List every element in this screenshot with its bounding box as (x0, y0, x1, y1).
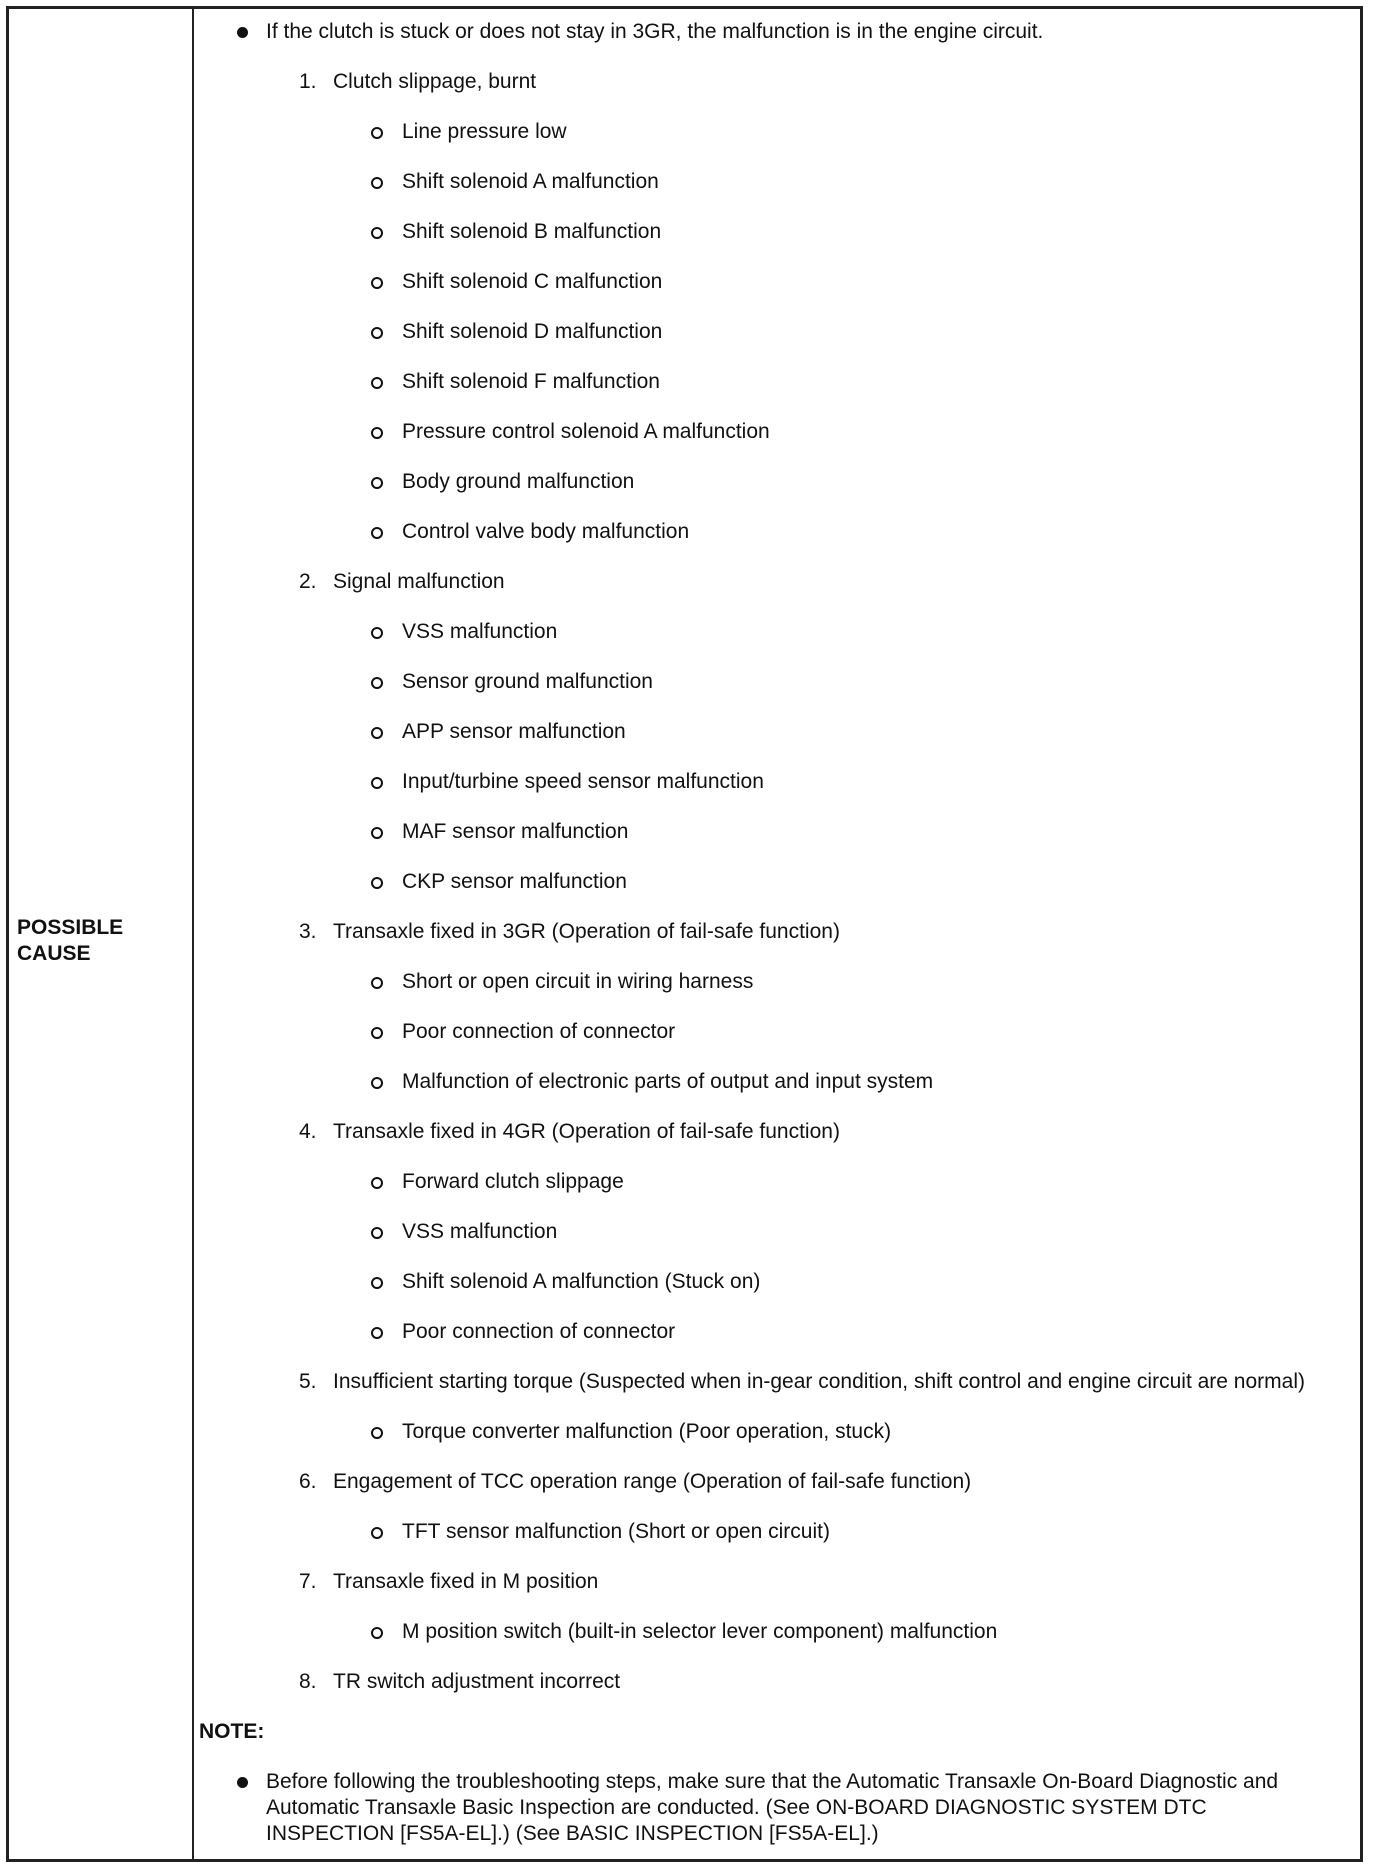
cause-sub-item-text: Input/turbine speed sensor malfunction (402, 770, 764, 793)
cause-sub-item (199, 119, 1340, 145)
cause-item (199, 1569, 1340, 1595)
cause-sub-item (199, 219, 1340, 245)
cause-sub-item-text: Shift solenoid C malfunction (402, 270, 663, 293)
cause-sub-item-text: Shift solenoid A malfunction (402, 170, 659, 193)
cause-sub-item-text: M position switch (built-in selector lever component) malfunction (402, 1620, 998, 1643)
bullet-dot-icon (237, 1777, 248, 1788)
circle-bullet-icon (371, 1527, 383, 1539)
row-label (17, 915, 123, 967)
cause-sub-item (199, 819, 1340, 845)
row-label-line-2: CAUSE (17, 942, 91, 965)
cause-sub-item-text: Line pressure low (402, 120, 567, 143)
circle-bullet-icon (371, 1277, 383, 1289)
cause-sub-item-text: Sensor ground malfunction (402, 670, 653, 693)
cause-item-number: 2. (299, 570, 317, 593)
circle-bullet-icon (371, 777, 383, 789)
cause-item-number: 8. (299, 1670, 317, 1693)
cause-item (199, 569, 1340, 595)
cause-sub-item (199, 1419, 1340, 1445)
cause-sub-item (199, 669, 1340, 695)
circle-bullet-icon (371, 727, 383, 739)
cause-sub-item-text: VSS malfunction (402, 1220, 558, 1243)
note-text: Before following the troubleshooting steps, make sure that the Automatic Transaxle On-Board Diagnostic and Automatic Transaxle Basic Inspection are conducted. (See ON-BOARD DIAGNOSTIC SYSTEM DTC INSPECTION [FS5A-EL].) (See BASIC INSPECTION [FS5A-EL].) (266, 1770, 1279, 1845)
bullet-dot-icon (237, 27, 248, 38)
cause-item-text: Transaxle fixed in 3GR (Operation of fail-safe function) (333, 920, 840, 943)
circle-bullet-icon (371, 827, 383, 839)
cause-sub-item (199, 369, 1340, 395)
cause-list (199, 69, 1340, 1695)
circle-bullet-icon (371, 277, 383, 289)
cause-sub-item-text: Shift solenoid F malfunction (402, 370, 660, 393)
circle-bullet-icon (371, 227, 383, 239)
cause-item (199, 1669, 1340, 1695)
circle-bullet-icon (371, 377, 383, 389)
cause-item-number: 4. (299, 1120, 317, 1143)
cause-sub-item (199, 419, 1340, 445)
cause-sub-item-text: Short or open circuit in wiring harness (402, 970, 754, 993)
cause-sub-item (199, 619, 1340, 645)
cause-item-text: Signal malfunction (333, 570, 505, 593)
cause-item-number: 1. (299, 70, 317, 93)
circle-bullet-icon (371, 1027, 383, 1039)
cause-item-number: 7. (299, 1570, 317, 1593)
cause-item (199, 919, 1340, 945)
cause-sub-item (199, 319, 1340, 345)
cause-sub-item (199, 1619, 1340, 1645)
cause-sub-item-text: Control valve body malfunction (402, 520, 690, 543)
cause-item-text: Clutch slippage, burnt (333, 70, 537, 93)
circle-bullet-icon (371, 977, 383, 989)
cause-sub-item (199, 1269, 1340, 1295)
circle-bullet-icon (371, 1077, 383, 1089)
cause-item-number: 6. (299, 1470, 317, 1493)
cause-sub-item-text: APP sensor malfunction (402, 720, 626, 743)
circle-bullet-icon (371, 477, 383, 489)
cause-sub-item (199, 1069, 1340, 1095)
cause-sub-item (199, 969, 1340, 995)
cause-sub-item-text: Shift solenoid B malfunction (402, 220, 662, 243)
intro-bullet (199, 19, 1340, 45)
cause-item (199, 1119, 1340, 1145)
circle-bullet-icon (371, 627, 383, 639)
cause-item-text: Engagement of TCC operation range (Operation of fail-safe function) (333, 1470, 972, 1493)
cause-item (199, 1369, 1340, 1395)
cause-sub-item (199, 869, 1340, 895)
cause-item-text: Insufficient starting torque (Suspected when in-gear condition, shift control and engine circuit are normal) (333, 1370, 1305, 1393)
circle-bullet-icon (371, 677, 383, 689)
cause-sub-item-text: Pressure control solenoid A malfunction (402, 420, 770, 443)
note-label: NOTE: (199, 1720, 265, 1743)
cause-sub-item-text: VSS malfunction (402, 620, 558, 643)
cause-sub-item (199, 769, 1340, 795)
circle-bullet-icon (371, 1627, 383, 1639)
cause-item-text: Transaxle fixed in M position (333, 1570, 599, 1593)
cause-sub-item-text: Shift solenoid D malfunction (402, 320, 663, 343)
cause-item (199, 1469, 1340, 1495)
cause-sub-item-text: TFT sensor malfunction (Short or open circuit) (402, 1520, 830, 1543)
cause-content (199, 19, 1340, 1871)
circle-bullet-icon (371, 527, 383, 539)
circle-bullet-icon (371, 127, 383, 139)
cause-item-number: 3. (299, 920, 317, 943)
circle-bullet-icon (371, 1427, 383, 1439)
cause-sub-item-text: Poor connection of connector (402, 1320, 676, 1343)
cause-sub-item-text: Forward clutch slippage (402, 1170, 624, 1193)
cause-sub-item (199, 519, 1340, 545)
circle-bullet-icon (371, 177, 383, 189)
cause-sub-item (199, 269, 1340, 295)
note-bullet (199, 1769, 1340, 1847)
cause-sub-item-text: Shift solenoid A malfunction (Stuck on) (402, 1270, 761, 1293)
cause-table (6, 6, 1363, 1862)
cause-sub-item (199, 1169, 1340, 1195)
column-divider (192, 9, 194, 1859)
cause-sub-item (199, 1019, 1340, 1045)
cause-sub-item-text: CKP sensor malfunction (402, 870, 627, 893)
cause-sub-item-text: Poor connection of connector (402, 1020, 676, 1043)
intro-text: If the clutch is stuck or does not stay in 3GR, the malfunction is in the engine circuit. (266, 20, 1044, 43)
circle-bullet-icon (371, 1327, 383, 1339)
circle-bullet-icon (371, 1227, 383, 1239)
row-label-line-1: POSSIBLE (17, 916, 124, 939)
cause-sub-item-text: MAF sensor malfunction (402, 820, 629, 843)
cause-sub-item-text: Malfunction of electronic parts of output and input system (402, 1070, 934, 1093)
circle-bullet-icon (371, 427, 383, 439)
cause-sub-item (199, 1219, 1340, 1245)
cause-item-text: Transaxle fixed in 4GR (Operation of fail-safe function) (333, 1120, 840, 1143)
circle-bullet-icon (371, 327, 383, 339)
cause-item-number: 5. (299, 1370, 317, 1393)
cause-sub-item (199, 1519, 1340, 1545)
cause-sub-item (199, 719, 1340, 745)
cause-item (199, 69, 1340, 95)
circle-bullet-icon (371, 877, 383, 889)
cause-sub-item (199, 1319, 1340, 1345)
circle-bullet-icon (371, 1177, 383, 1189)
cause-sub-item-text: Body ground malfunction (402, 470, 635, 493)
cause-item-text: TR switch adjustment incorrect (333, 1670, 621, 1693)
cause-sub-item (199, 169, 1340, 195)
cause-sub-item-text: Torque converter malfunction (Poor operation, stuck) (402, 1420, 892, 1443)
cause-sub-item (199, 469, 1340, 495)
